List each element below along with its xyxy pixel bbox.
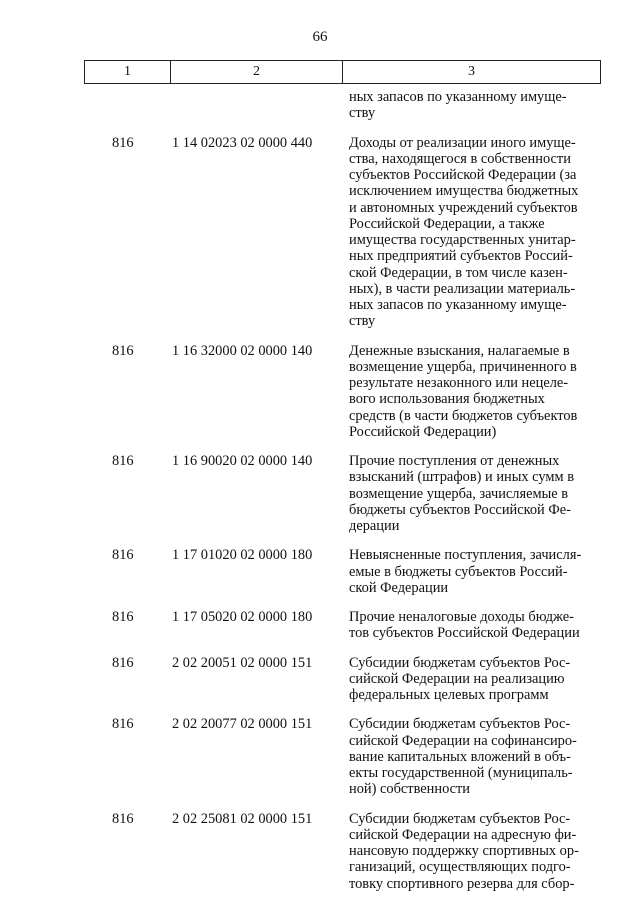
budget-code-cell: 1 16 90020 02 0000 140 xyxy=(172,453,313,469)
budget-code-cell: 2 02 20077 02 0000 151 xyxy=(172,716,313,733)
table-row xyxy=(84,343,600,441)
description-cell xyxy=(349,609,600,642)
description-line: ской Федерации, в том числе казен- xyxy=(349,264,568,281)
row-gap xyxy=(84,596,600,609)
description-cell xyxy=(349,811,600,892)
description-line: нансовую поддержку спортивных ор- xyxy=(349,843,579,859)
column-header-2: 2 xyxy=(171,61,343,84)
description-cell xyxy=(349,343,600,441)
row-gap xyxy=(84,330,600,343)
description-line: ных), в части реализации материаль- xyxy=(349,280,576,297)
description-line: Российской Федерации, а также xyxy=(349,215,545,232)
table-row xyxy=(84,655,600,704)
description-line: сийской Федерации на софинансиро- xyxy=(349,732,577,749)
description-line: екты государственной (муниципаль- xyxy=(349,765,573,781)
description-line: сийской Федерации на реализацию xyxy=(349,670,565,687)
description-line: Прочие неналоговые доходы бюдже- xyxy=(349,609,574,625)
table-body xyxy=(84,89,600,892)
table-row xyxy=(84,547,600,596)
description-line: тов субъектов Российской Федерации xyxy=(349,625,580,642)
description-line: ных запасов по указанному имуще- xyxy=(349,297,567,313)
budget-code-cell: 1 16 32000 02 0000 140 xyxy=(172,342,313,359)
description-line: сийской Федерации на адресную фи- xyxy=(349,826,577,843)
budget-code-cell: 2 02 25081 02 0000 151 xyxy=(172,810,313,827)
admin-code-cell: 816 xyxy=(112,609,134,625)
budget-code-cell: 1 17 05020 02 0000 180 xyxy=(172,609,313,625)
table-row xyxy=(84,135,600,330)
row-gap xyxy=(84,122,600,135)
admin-code-cell: 816 xyxy=(112,342,134,359)
description-line: бюджеты субъектов Российской Фе- xyxy=(349,501,571,518)
admin-code-cell: 816 xyxy=(112,547,134,564)
description-line: ству xyxy=(349,105,376,122)
description-line: и автономных учреждений субъектов xyxy=(349,199,578,216)
admin-code-cell: 816 xyxy=(112,453,134,469)
column-header-1: 1 xyxy=(85,61,171,84)
description-cell xyxy=(349,547,600,596)
description-line: имущества государственных унитар- xyxy=(349,232,576,248)
description-line: Невыясненные поступления, зачисля- xyxy=(349,547,582,564)
description-line: ных запасов по указанному имуще- xyxy=(349,89,567,105)
description-line: Денежные взыскания, налагаемые в xyxy=(349,342,570,359)
table-row xyxy=(84,716,600,797)
budget-code-cell: 2 02 20051 02 0000 151 xyxy=(172,654,313,671)
description-line: субъектов Российской Федерации (за xyxy=(349,167,577,183)
description-line: возмещение ущерба, зачисляемые в xyxy=(349,485,569,502)
description-line: ству xyxy=(349,313,376,330)
description-line: Субсидии бюджетам субъектов Рос- xyxy=(349,716,571,733)
description-line: средств (в части бюджетов субъектов xyxy=(349,407,578,424)
table-row xyxy=(84,811,600,892)
description-line: результате незаконного или нецеле- xyxy=(349,375,569,391)
description-line: исключением имущества бюджетных xyxy=(349,183,579,200)
description-line: Прочие поступления от денежных xyxy=(349,453,560,469)
table-row xyxy=(84,453,600,534)
table-header xyxy=(84,60,601,84)
description-line: товку спортивного резерва для сбор- xyxy=(349,875,575,892)
row-gap xyxy=(84,440,600,453)
description-cell xyxy=(349,89,600,122)
table-row xyxy=(84,609,600,642)
description-line: Доходы от реализации иного имуще- xyxy=(349,134,576,151)
description-cell xyxy=(349,453,600,534)
description-line: Субсидии бюджетам субъектов Рос- xyxy=(349,654,571,671)
column-header-3: 3 xyxy=(343,61,601,84)
row-gap xyxy=(84,703,600,716)
description-line: ства, находящегося в собственности xyxy=(349,150,571,167)
description-line: дерации xyxy=(349,518,400,534)
description-line: ной) собственности xyxy=(349,781,470,798)
description-cell xyxy=(349,135,600,330)
description-line: взысканий (штрафов) и иных сумм в xyxy=(349,469,574,486)
description-line: возмещение ущерба, причиненного в xyxy=(349,358,577,375)
description-line: ных предприятий субъектов Россий- xyxy=(349,248,573,265)
description-line: федеральных целевых программ xyxy=(349,687,549,703)
budget-code-cell: 1 17 01020 02 0000 180 xyxy=(172,547,313,564)
page-number: 66 xyxy=(312,29,328,45)
row-gap xyxy=(84,798,600,811)
description-line: емые в бюджеты субъектов Россий- xyxy=(349,563,568,580)
admin-code-cell: 816 xyxy=(112,134,134,151)
table-row xyxy=(84,89,600,122)
description-line: вого использования бюджетных xyxy=(349,391,545,408)
description-line: вание капитальных вложений в объ- xyxy=(349,748,571,765)
row-gap xyxy=(84,534,600,547)
description-line: Субсидии бюджетам субъектов Рос- xyxy=(349,810,571,827)
description-line: ганизаций, осуществляющих подго- xyxy=(349,859,571,876)
admin-code-cell: 816 xyxy=(112,810,134,827)
description-cell xyxy=(349,716,600,797)
budget-code-cell: 1 14 02023 02 0000 440 xyxy=(172,134,313,151)
admin-code-cell: 816 xyxy=(112,654,134,671)
description-cell xyxy=(349,655,600,704)
admin-code-cell: 816 xyxy=(112,716,134,733)
description-line: Российской Федерации) xyxy=(349,423,497,440)
description-line: ской Федерации xyxy=(349,579,449,596)
row-gap xyxy=(84,642,600,655)
